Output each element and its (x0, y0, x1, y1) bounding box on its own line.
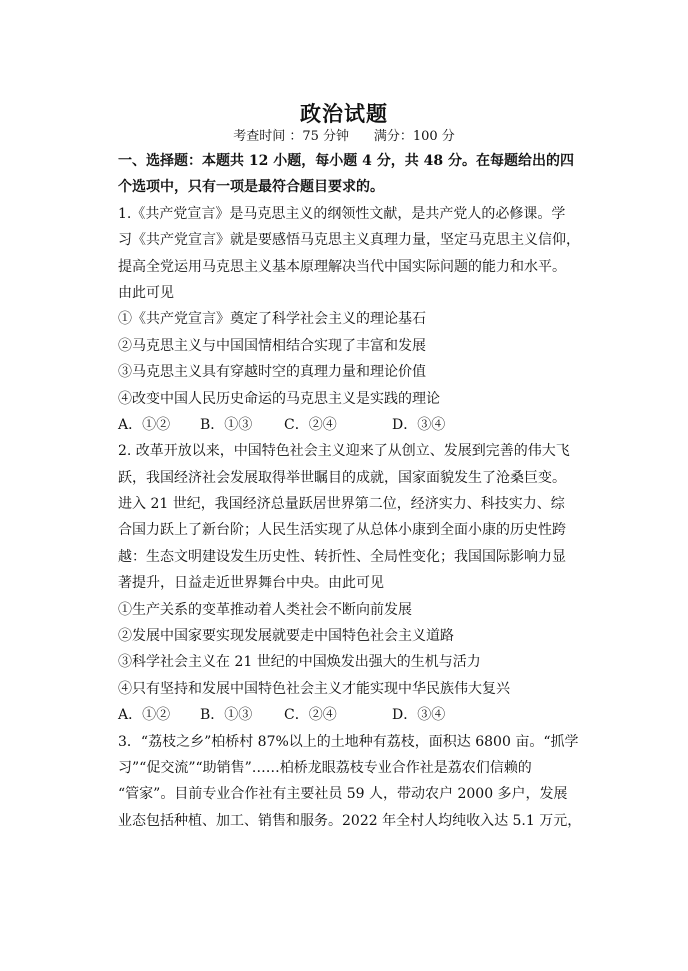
question-stem-line: 进入 21 世纪，我国经济总量跃居世界第二位，经济实力、科技实力、综 (118, 496, 565, 513)
exam-meta: 考查时间 ：75 分钟 满分：100 分 (233, 129, 455, 144)
question-2 (118, 438, 584, 728)
exam-content (118, 148, 584, 834)
question-stem-line: 著提升，日益走近世界舞台中央。由此可见 (118, 575, 384, 592)
statement-item: ③科学社会主义在 21 世纪的中国焕发出强大的生机与活力 (118, 654, 481, 671)
question-stem-line: 越：生态文明建设发生历史性、转折性、全局性变化；我国国际影响力显 (118, 548, 566, 565)
option-a: A．①② (118, 416, 171, 433)
statement-item: ①《共产党宣言》奠定了科学社会主义的理论基石 (118, 311, 426, 328)
question-1 (118, 201, 584, 439)
question-stem-line: 2. 改革开放以来，中国特色社会主义迎来了从创立、发展到完善的伟大飞 (118, 443, 570, 460)
page-title: 政治试题 (300, 101, 388, 126)
option-b: B．①③ (200, 707, 253, 724)
answer-options (118, 412, 584, 438)
question-stem-line: 由此可见 (118, 284, 174, 301)
statement-item: ④改变中国人民历史命运的马克思主义是实践的理论 (118, 390, 440, 407)
statement-item: ②发展中国家要实现发展就要走中国特色社会主义道路 (118, 628, 454, 645)
question-3 (118, 729, 584, 835)
statement-item: ①生产关系的变革推动着人类社会不断向前发展 (118, 601, 412, 618)
option-c: C．②④ (284, 416, 337, 433)
section-heading-line: 一、选择题：本题共 12 小题，每小题 4 分，共 48 分。在每题给出的四 (118, 153, 574, 169)
statement-item: ④只有坚持和发展中国特色社会主义才能实现中华民族伟大复兴 (118, 680, 510, 697)
question-stem-line: 跃，我国经济社会发展取得举世瞩目的成就，国家面貌发生了沧桑巨变。 (118, 469, 566, 486)
option-b: B．①③ (200, 416, 253, 433)
question-stem-line: 合国力跃上了新台阶；人民生活实现了从总体小康到全面小康的历史性跨 (118, 522, 566, 539)
question-stem-line: 1.《共产党宣言》是马克思主义的纲领性文献，是共产党人的必修课。学 (118, 205, 566, 222)
option-a: A．①② (118, 707, 171, 724)
option-d: D．③④ (392, 416, 446, 433)
question-stem-line: 提高全党运用马克思主义基本原理解决当代中国实际问题的能力和水平。 (118, 258, 566, 275)
question-stem-line: 习《共产党宣言》就是要感悟马克思主义真理力量，坚定马克思主义信仰， (118, 232, 580, 249)
question-stem-line: “管家”。目前专业合作社有主要社员 59 人，带动农户 2000 多户，发展 (118, 786, 568, 803)
question-stem-line: 业态包括种植、加工、销售和服务。2022 年全村人均纯收入达 5.1 万元， (118, 812, 582, 829)
question-stem-line: 习”“促交流”“助销售”……柏桥龙眼荔枝专业合作社是荔农们信赖的 (118, 759, 532, 776)
question-stem-line: 3．“荔枝之乡”柏桥村 87%以上的土地种有荔枝，面积达 6800 亩。“抓学 (118, 733, 579, 750)
statement-item: ③马克思主义具有穿越时空的真理力量和理论价值 (118, 364, 426, 381)
section-heading-line: 个选项中，只有一项是最符合题目要求的。 (118, 179, 384, 196)
statement-item: ②马克思主义与中国国情相结合实现了丰富和发展 (118, 337, 426, 354)
option-d: D．③④ (392, 707, 446, 724)
option-c: C．②④ (284, 707, 337, 724)
answer-options (118, 702, 584, 728)
